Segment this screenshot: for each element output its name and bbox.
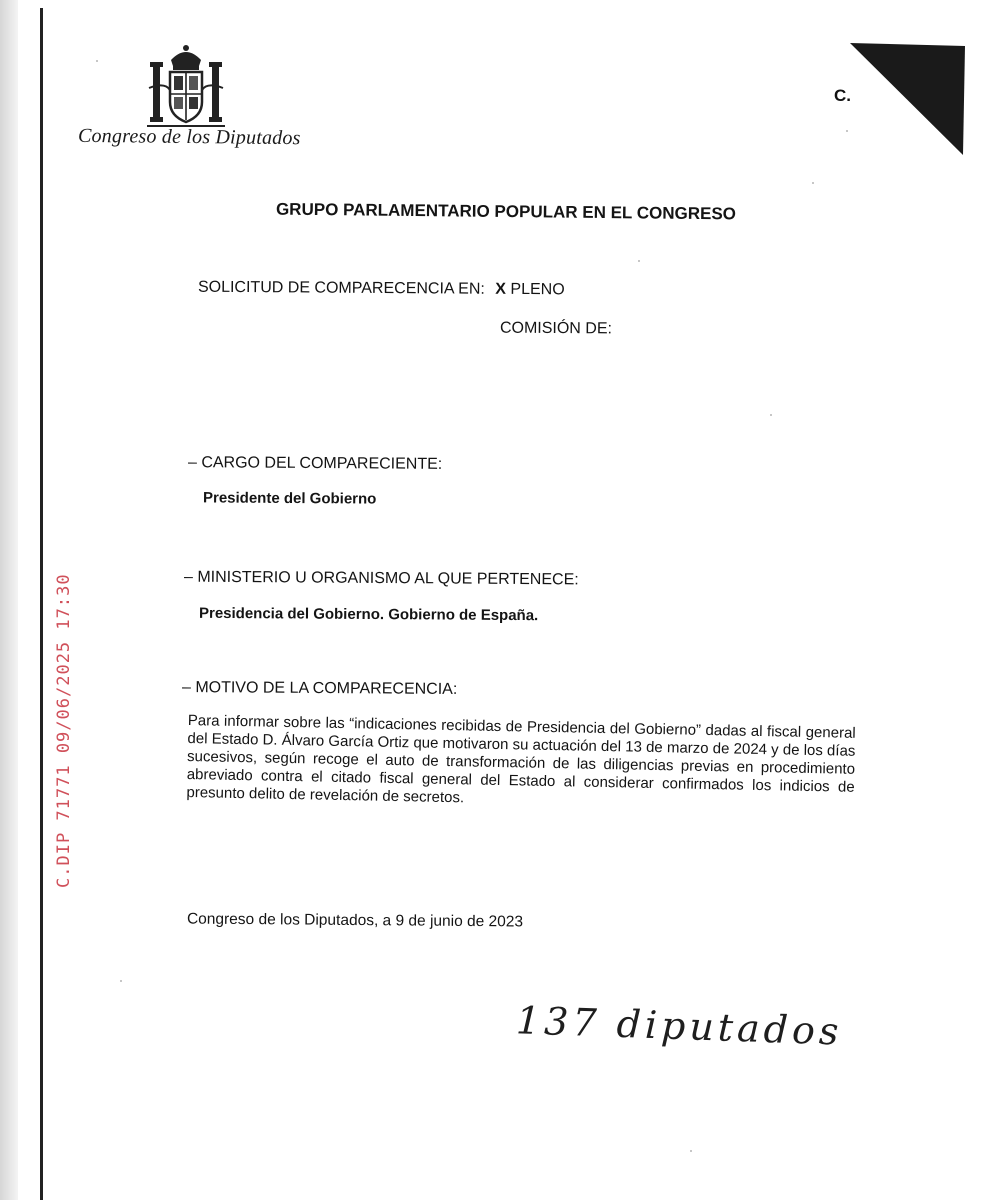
cargo-value: Presidente del Gobierno bbox=[202, 489, 377, 508]
motivo-label: – MOTIVO DE LA COMPARECENCIA: bbox=[181, 679, 458, 698]
scan-speck bbox=[690, 1150, 692, 1152]
institution-name: Congreso de los Diputados bbox=[77, 124, 301, 150]
ministerio-value: Presidencia del Gobierno. Gobierno de España. bbox=[198, 604, 539, 625]
page-title: GRUPO PARLAMENTARIO POPULAR EN EL CONGRESO bbox=[275, 199, 737, 224]
scan-speck bbox=[812, 182, 814, 184]
cargo-label: – CARGO DEL COMPARECIENTE: bbox=[187, 454, 443, 473]
scan-speck bbox=[120, 980, 122, 982]
handwritten-note: 137 diputados bbox=[515, 998, 844, 1054]
scan-speck bbox=[846, 130, 848, 132]
plenary-option: PLENO bbox=[510, 280, 565, 299]
date-line: Congreso de los Diputados, a 9 de junio de 2023 bbox=[186, 910, 524, 931]
scan-shadow-edge bbox=[0, 0, 18, 1200]
request-line bbox=[198, 279, 565, 300]
registry-stamp: C.DIP 71771 09/06/2025 17:30 bbox=[54, 573, 74, 888]
commission-option: COMISIÓN DE: bbox=[499, 319, 613, 338]
coat-of-arms-icon bbox=[145, 44, 227, 130]
corner-mark: C. bbox=[834, 86, 851, 105]
plenary-checkmark: X bbox=[495, 280, 507, 298]
scan-speck bbox=[96, 60, 98, 62]
scan-speck bbox=[638, 260, 640, 262]
margin-rule bbox=[40, 8, 43, 1200]
request-label: SOLICITUD DE COMPARECENCIA EN: bbox=[197, 278, 485, 298]
scan-speck bbox=[770, 414, 772, 416]
corner-fold-mark bbox=[850, 43, 965, 155]
ministerio-label: – MINISTERIO U ORGANISMO AL QUE PERTENECE: bbox=[183, 568, 579, 589]
motivo-text: Para informar sobre las “indicaciones recibidas de Presidencia del Gobierno” dadas al fiscal general del Estado D. Álvaro García Ortiz que motivaron su actuación del 13 de marzo de 2024 y de los días sucesivos, según recoge el auto de transformación de las diligencias previas en procedimiento abreviado contra el citado fiscal general del Estado al considerar confirmados los indicios de presunto delito de revelación de secretos. bbox=[186, 712, 856, 807]
